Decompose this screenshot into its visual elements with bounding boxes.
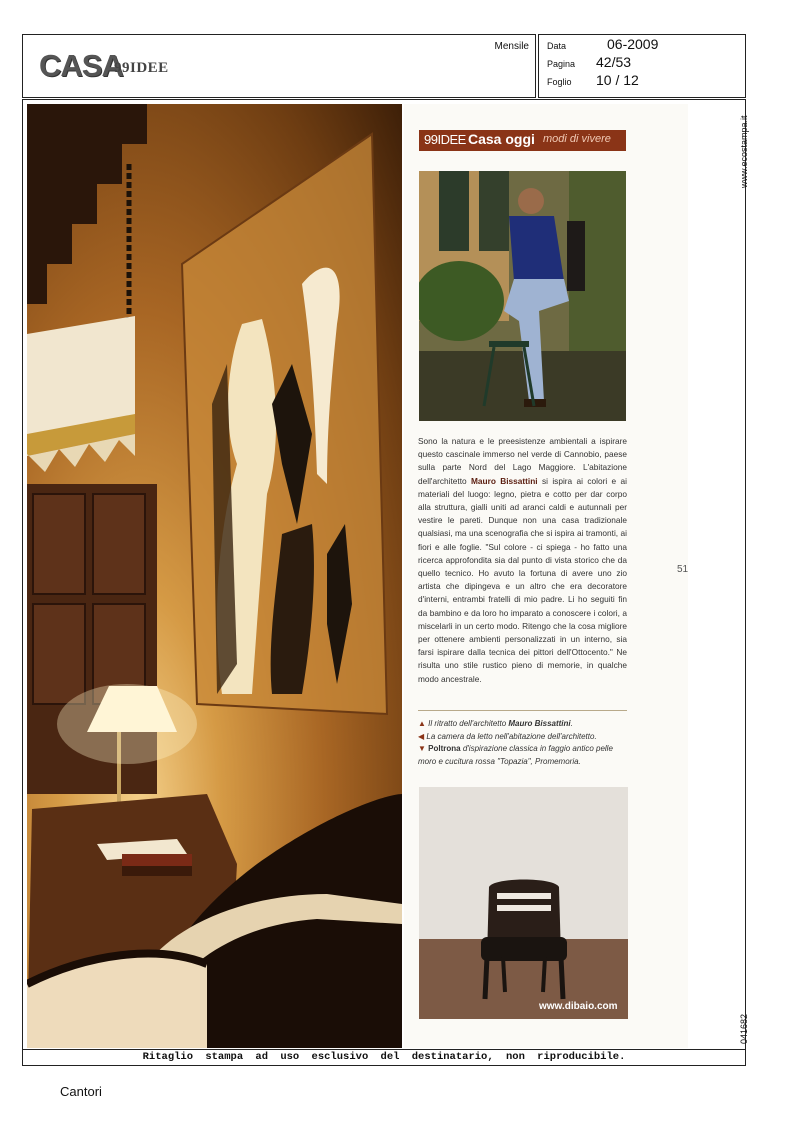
caption-portrait: ▲ Il ritratto dell'architetto Mauro Bissattini. bbox=[418, 719, 573, 728]
footer-bar bbox=[22, 1049, 746, 1066]
caption-divider bbox=[418, 710, 627, 711]
section-banner bbox=[419, 130, 626, 151]
logo-99idee: 99IDEE bbox=[114, 60, 169, 76]
metadata-box bbox=[538, 34, 746, 98]
bedroom-photo bbox=[27, 104, 402, 1048]
advertiser-url: www.dibaio.com bbox=[539, 1001, 618, 1012]
side-url: www.ecostampa.it bbox=[739, 115, 749, 188]
portrait-illustration bbox=[419, 171, 626, 421]
client-name: Cantori bbox=[60, 1084, 102, 1099]
sheet-label: Foglio bbox=[547, 77, 572, 87]
masthead-box bbox=[22, 34, 536, 98]
banner-subsection: modi di vivere bbox=[543, 133, 611, 145]
armchair-photo bbox=[419, 787, 628, 1019]
article-body: Sono la natura e le preesistenze ambientali a ispirare questo cascinale immerso nel verde di Cannobio, paese sulla parte Nord del Lago Maggiore. L'abitazione dell'architetto Mauro Bissattini si ispira ai colori e ai materiali del luogo: legno, pietra e cotto per dar corpo alla struttura, gialli uniti ad aranci caldi e autunnali per vestire le pareti. Dunque non una casa tradizionale qualsiasi, ma una scenografia che si ispira ai tramonti, ai fiori e alle foglie. "Sul colore - ci spiega - ho fatto una ricerca approfondita sia dal punto di vista storico che da quello tecnico. Ho avuto la fortuna di avere uno zio artista che dipingeva e un altro che era decoratore d'interni, entrambi fratelli di mio padre. Li ho seguiti fin da bambino e da loro ho imparato a conoscere i colori, a miscelarli in un certo modo. Ritengo che la cosa migliore per ottenere ambienti personalizzati in un interno, sia farsi ispirare dalla tecnica dei pittori dell'Ottocento." Ne risulta uno stile rustico pieno di memorie, in qualche modo ancestrale. bbox=[418, 436, 627, 684]
bedroom-illustration bbox=[27, 104, 402, 1048]
sheet-value: 10 / 12 bbox=[596, 72, 639, 88]
page-number: 51 bbox=[677, 564, 689, 575]
page-label: Pagina bbox=[547, 59, 576, 69]
date-value: 06-2009 bbox=[607, 36, 659, 52]
architect-portrait-photo bbox=[419, 171, 626, 421]
disclaimer: Ritaglio stampa ad uso esclusivo del destinatario, non riproducibile. bbox=[142, 1051, 626, 1063]
captions bbox=[418, 718, 628, 768]
date-label: Data bbox=[547, 41, 567, 51]
logo-casa: CASA bbox=[39, 48, 123, 83]
architect-name: Mauro Bissattini bbox=[471, 475, 538, 486]
banner-section: Casa oggi bbox=[468, 131, 535, 147]
page-value: 42/53 bbox=[596, 54, 632, 70]
armchair-illustration bbox=[419, 787, 628, 1019]
frequency-label: Mensile bbox=[494, 41, 529, 52]
banner-brand: 99IDEE bbox=[424, 132, 466, 147]
caption-armchair: ▼ Poltrona d'ispirazione classica in faggio antico pelle moro e cucitura rossa "Topazia", Promemoria. bbox=[418, 744, 613, 766]
caption-bedroom: ◀ La camera da letto nell'abitazione dell'architetto. bbox=[418, 731, 597, 741]
